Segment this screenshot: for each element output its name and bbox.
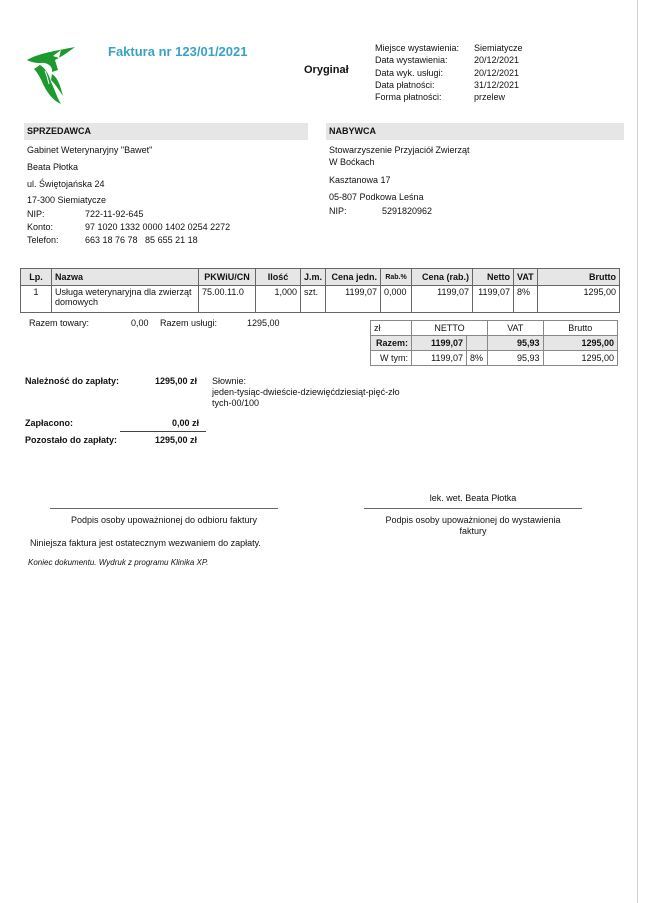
- col-price-disc: Cena (rab.): [412, 269, 473, 286]
- col-qty: Ilość: [256, 269, 301, 286]
- seller-person: Beata Płotka: [27, 162, 79, 172]
- summary-netto-head: NETTO: [412, 321, 488, 336]
- summary-brutto-head: Brutto: [543, 321, 617, 336]
- col-lp: Lp.: [21, 269, 52, 286]
- meta-label: Forma płatności:: [375, 92, 442, 103]
- amount-words-line1: jeden-tysiąc-dwieście-dziewięćdziesiąt-pięć-zło: [212, 387, 400, 397]
- item-discount: 0,000: [381, 286, 412, 313]
- amount-due-label: Należność do zapłaty:: [25, 376, 120, 386]
- paid-label: Zapłacono:: [25, 418, 74, 428]
- summary-total-label: Razem:: [371, 336, 412, 351]
- summary-total-empty: [467, 336, 488, 351]
- invoice-meta: [375, 42, 523, 103]
- buyer-nip-label: NIP:: [329, 206, 347, 216]
- item-price-disc: 1199,07: [412, 286, 473, 313]
- buyer-street: Kasztanowa 17: [329, 175, 391, 185]
- meta-label: Data wystawienia:: [375, 55, 448, 66]
- col-vat: VAT: [514, 269, 538, 286]
- seller-city: 17-300 Siemiatycze: [27, 195, 107, 205]
- remaining-value: 1295,00 zł: [155, 435, 198, 445]
- meta-label: Miejsce wystawienia:: [375, 43, 460, 54]
- item-price: 1199,07: [326, 286, 381, 313]
- items-header-row: [21, 269, 620, 286]
- seller-heading: SPRZEDAWCA: [24, 123, 308, 140]
- seller-nip-label: NIP:: [27, 209, 45, 219]
- summary-breakdown-row: [371, 351, 618, 366]
- end-note: Koniec dokumentu. Wydruk z programu Klinika XP.: [28, 558, 209, 567]
- summary-total-netto: 1199,07: [412, 336, 467, 351]
- summary-total-row: [371, 336, 618, 351]
- meta-value: 20/12/2021: [474, 55, 520, 66]
- final-notice: Niniejsza faktura jest ostatecznym wezwaniem do zapłaty.: [30, 538, 261, 548]
- invoice-title: Faktura nr 123/01/2021: [108, 44, 248, 59]
- col-unit: J.m.: [301, 269, 326, 286]
- remaining-label: Pozostało do zapłaty:: [25, 435, 118, 445]
- item-net: 1199,07: [473, 286, 514, 313]
- summary-vat-head: VAT: [488, 321, 544, 336]
- summary-breakdown-rate: 8%: [467, 351, 488, 366]
- services-total-label: Razem usługi:: [160, 318, 218, 328]
- goods-total-label: Razem towary:: [29, 318, 90, 328]
- buyer-name-line1: Stowarzyszenie Przyjaciół Zwierząt: [329, 145, 470, 155]
- buyer-nip: 5291820962: [382, 206, 433, 216]
- summary-total-vat: 95,93: [488, 336, 544, 351]
- receiver-signature-line: [50, 508, 278, 509]
- buyer-name-line2: W Boćkach: [329, 157, 375, 167]
- meta-label: Data płatności:: [375, 80, 435, 91]
- table-row: [21, 286, 620, 313]
- seller-phone-label: Telefon:: [27, 235, 59, 245]
- meta-value: 31/12/2021: [474, 80, 520, 91]
- paid-divider: [120, 431, 206, 432]
- services-total-value: 1295,00: [247, 318, 280, 328]
- item-unit: szt.: [301, 286, 326, 313]
- seller-phone: 663 18 76 78 85 655 21 18: [85, 235, 198, 245]
- seller-name: Gabinet Weterynaryjny "Bawet": [27, 145, 153, 155]
- issuer-caption-line2: faktury: [459, 526, 487, 536]
- summary-breakdown-label: W tym:: [371, 351, 412, 366]
- receiver-caption: Podpis osoby upoważnionej do odbioru faktury: [70, 515, 258, 525]
- summary-header-row: [371, 321, 618, 336]
- meta-value: przelew: [474, 92, 506, 103]
- item-lp: 1: [21, 286, 52, 313]
- original-label: Oryginał: [304, 64, 349, 76]
- meta-value: Siemiatycze: [474, 43, 523, 54]
- summary-breakdown-brutto: 1295,00: [543, 351, 617, 366]
- seller-nip: 722-11-92-645: [85, 209, 144, 219]
- col-price: Cena jedn.: [326, 269, 381, 286]
- seller-account: 97 1020 1332 0000 1402 0254 2272: [85, 222, 231, 232]
- item-name: Usługa weterynaryjna dla zwierząt domowych: [52, 286, 199, 313]
- col-discount: Rab.%: [381, 269, 412, 286]
- col-gross: Brutto: [537, 269, 619, 286]
- goods-total-value: 0,00: [131, 318, 149, 328]
- buyer-city: 05-807 Podkowa Leśna: [329, 192, 424, 202]
- amount-words-label: Słownie:: [212, 376, 247, 386]
- summary-total-brutto: 1295,00: [543, 336, 617, 351]
- seller-account-label: Konto:: [27, 222, 54, 232]
- vat-summary-table: [370, 320, 618, 366]
- clinic-logo-icon: [25, 44, 77, 106]
- issuer-name: lek. wet. Beata Płotka: [429, 493, 517, 503]
- summary-currency: zł: [371, 321, 412, 336]
- item-qty: 1,000: [256, 286, 301, 313]
- col-pkwiu: PKWiU/CN: [199, 269, 256, 286]
- paid-value: 0,00 zł: [172, 418, 200, 428]
- summary-breakdown-vat: 95,93: [488, 351, 544, 366]
- col-name: Nazwa: [52, 269, 199, 286]
- buyer-heading: NABYWCA: [326, 123, 624, 140]
- items-table: [20, 268, 620, 313]
- amount-words-line2: tych-00/100: [212, 398, 260, 408]
- summary-breakdown-netto: 1199,07: [412, 351, 467, 366]
- item-vat: 8%: [514, 286, 538, 313]
- page-edge: [637, 0, 638, 903]
- meta-value: 20/12/2021: [474, 67, 520, 78]
- item-pkwiu: 75.00.11.0: [199, 286, 256, 313]
- col-net: Netto: [473, 269, 514, 286]
- issuer-caption-line1: Podpis osoby upoważnionej do wystawienia: [385, 515, 561, 525]
- item-gross: 1295,00: [537, 286, 619, 313]
- meta-label: Data wyk. usługi:: [375, 67, 444, 78]
- amount-due-value: 1295,00 zł: [155, 376, 198, 386]
- seller-street: ul. Świętojańska 24: [27, 179, 105, 189]
- issuer-signature-line: [364, 508, 582, 509]
